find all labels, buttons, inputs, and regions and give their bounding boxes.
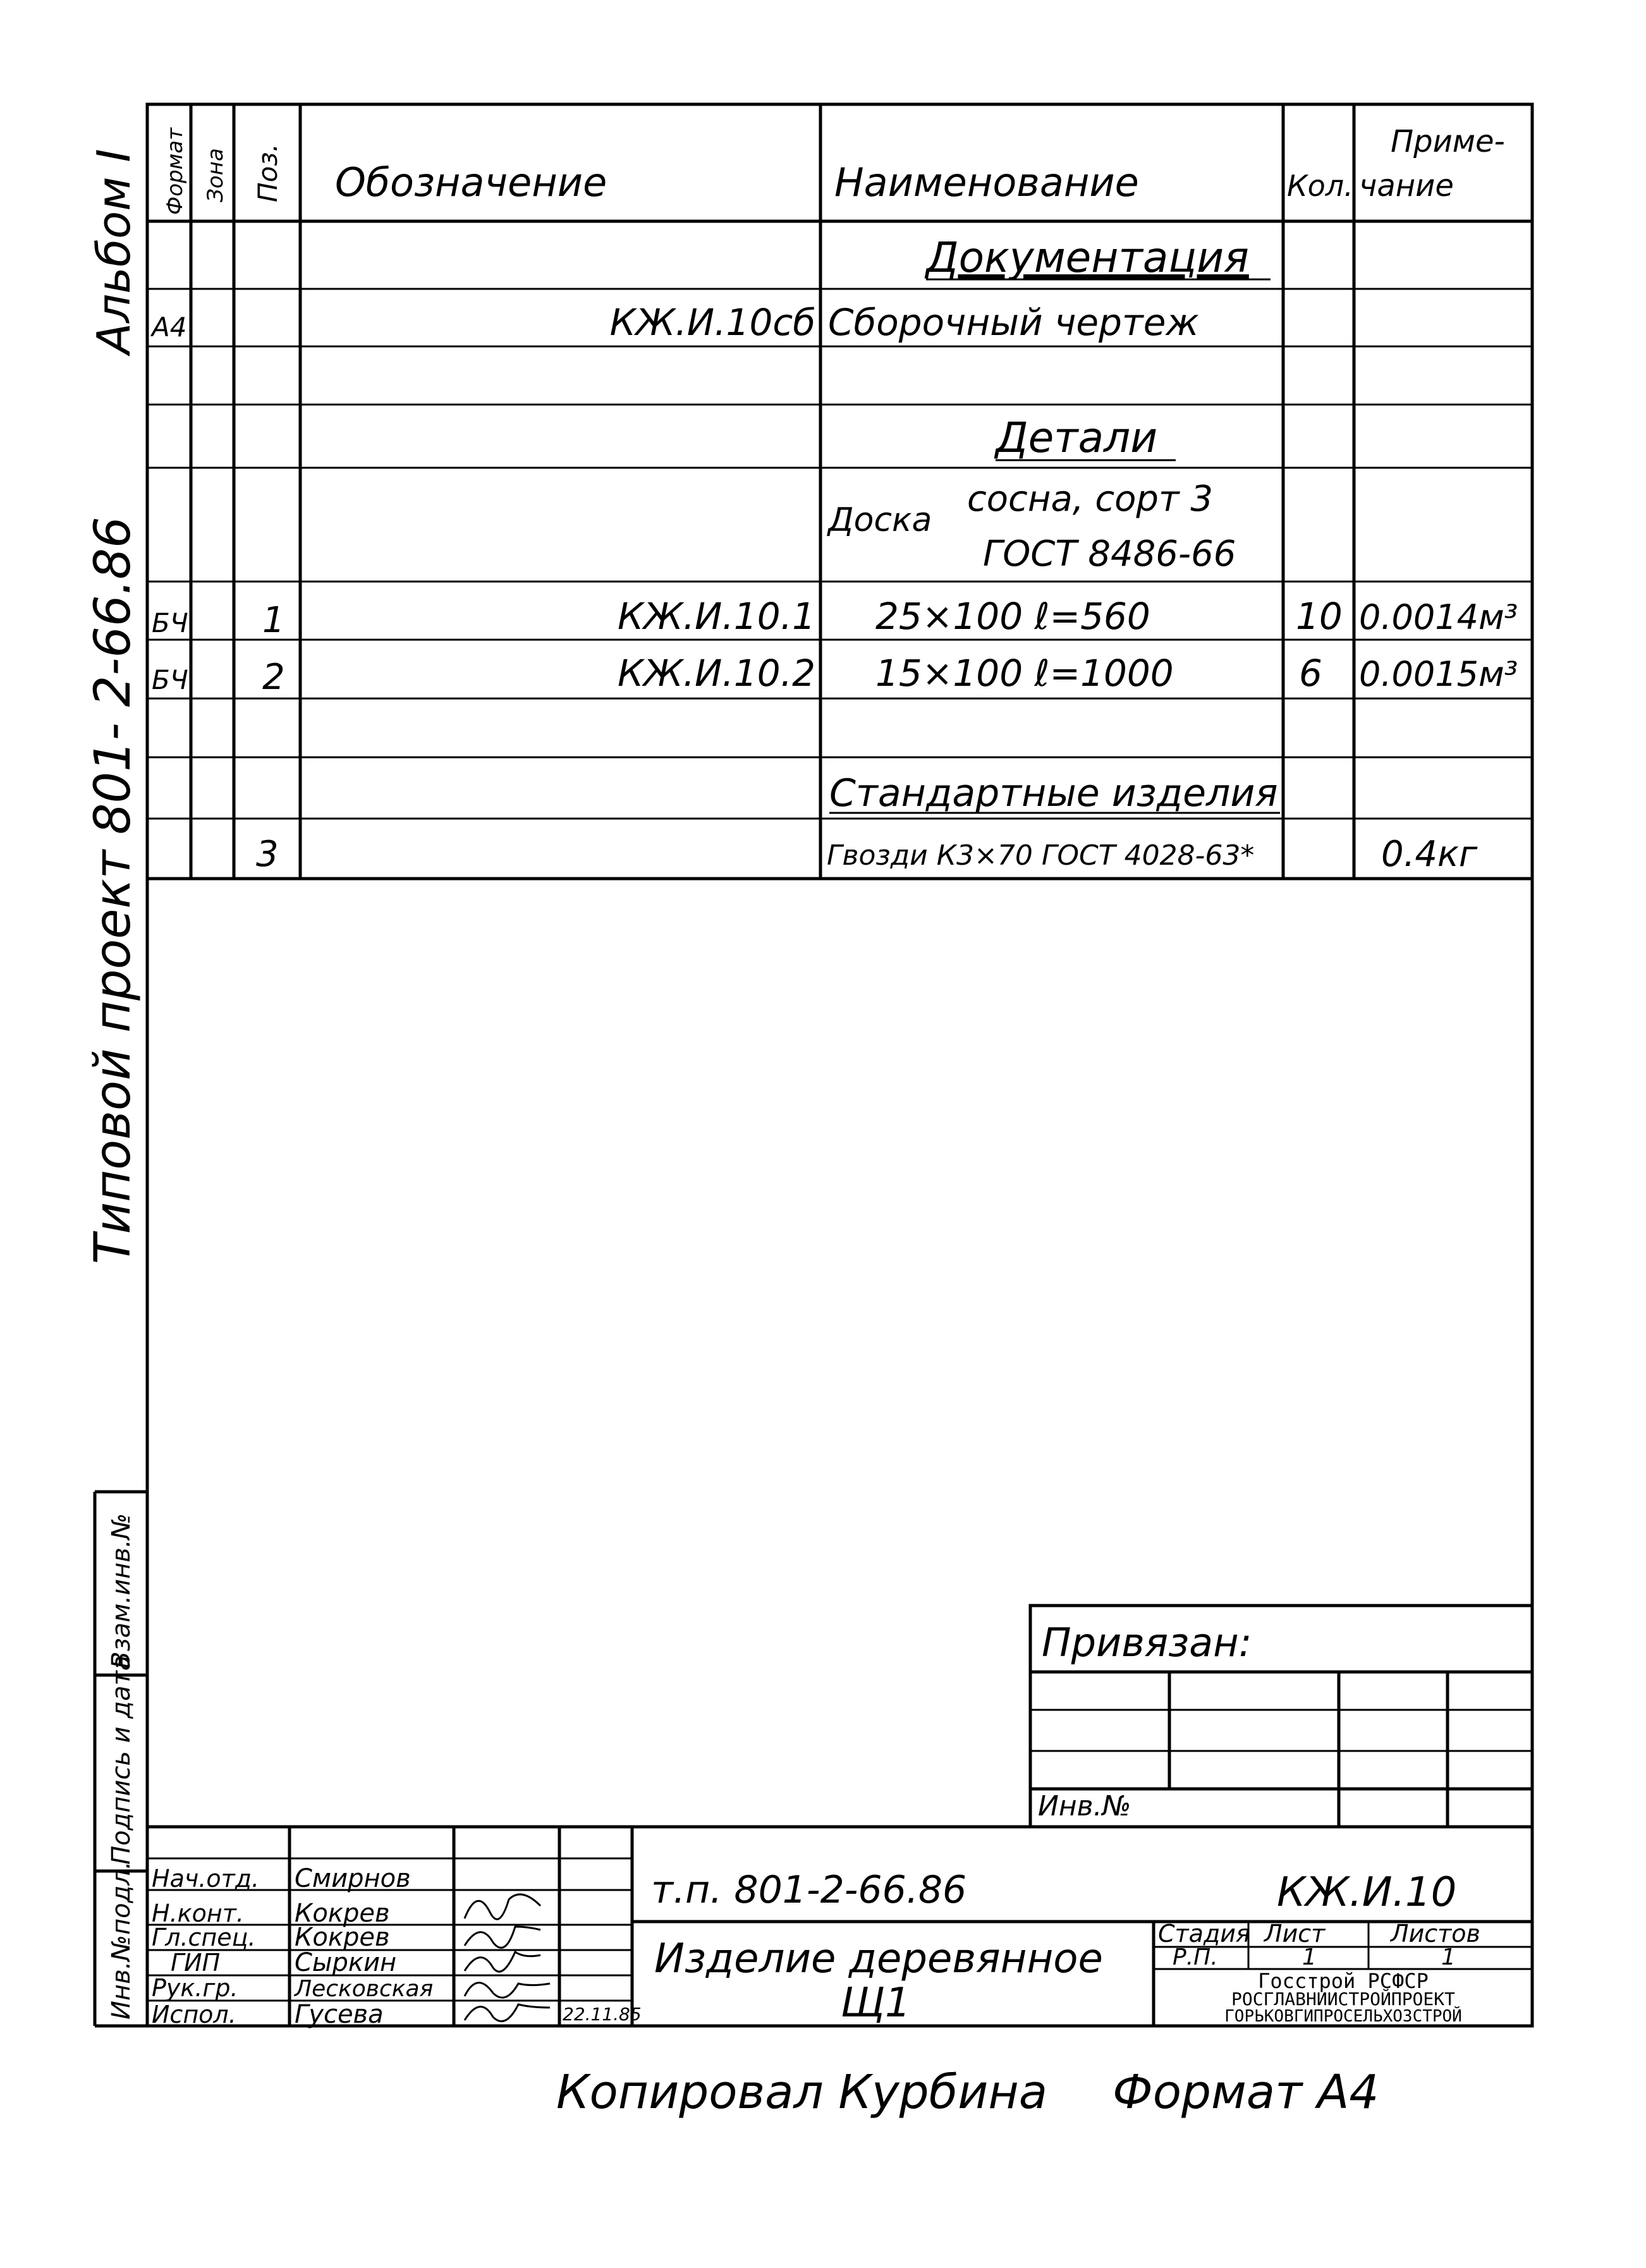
item-name-1: Изделие деревянное xyxy=(654,1936,1103,1982)
project-label: Типовой проект 801- 2-66.86 xyxy=(85,516,142,1264)
row5-name: 25×100 ℓ=560 xyxy=(875,595,1150,638)
spec-table xyxy=(147,104,1532,879)
spec-rows xyxy=(150,233,1518,875)
project-code: т.п. 801-2-66.86 xyxy=(651,1868,967,1912)
signature-4 xyxy=(465,2004,550,2021)
header-zone: Зона xyxy=(203,148,228,202)
footer-format: Формат А4 xyxy=(1113,2065,1379,2119)
stamp-signature-date: Подпись и дата xyxy=(107,1655,136,1865)
section-standard-items: Стандартные изделия xyxy=(829,771,1278,815)
header-format: Формат xyxy=(162,128,188,215)
signature-1 xyxy=(465,1927,540,1948)
row1-designation: КЖ.И.10сб xyxy=(609,301,815,344)
row5-qty: 10 xyxy=(1296,595,1343,638)
doc-code: КЖ.И.10 xyxy=(1277,1869,1457,1916)
stamp-vzam-inv: Взам.инв.№ xyxy=(107,1513,136,1669)
signature-3 xyxy=(465,1983,550,1998)
row5-designation: КЖ.И.10.1 xyxy=(617,595,815,638)
row9-pos: 3 xyxy=(256,834,279,875)
role-2: Гл.спец. xyxy=(152,1924,256,1951)
header-name: Наименование xyxy=(834,159,1139,205)
name-1: Кокрев xyxy=(295,1899,390,1928)
stamp-inv-podl: Инв.№подл. xyxy=(107,1861,136,2020)
binding-box xyxy=(1030,1606,1532,1827)
stage-value: Р.П. xyxy=(1173,1944,1218,1970)
row9-name: Гвозди К3×70 ГОСТ 4028-63* xyxy=(827,839,1255,872)
spec-header xyxy=(162,124,1505,215)
stage-label: Стадия xyxy=(1158,1920,1250,1948)
row5-pos: 1 xyxy=(262,600,285,641)
approval-date: 22.11.85 xyxy=(563,2004,642,2025)
binding-title: Привязан: xyxy=(1042,1619,1252,1666)
row6-designation: КЖ.И.10.2 xyxy=(617,652,815,695)
name-4: Лесковская xyxy=(295,1976,434,2002)
row1-name: Сборочный чертеж xyxy=(828,301,1199,344)
role-4: Рук.гр. xyxy=(152,1974,238,2002)
row4-name-2: сосна, сорт 3 xyxy=(967,479,1214,520)
org-line-1: Госстрой РСФСР xyxy=(1258,1969,1429,1993)
sheets-label: Листов xyxy=(1391,1920,1480,1948)
row4-name: Доска xyxy=(828,501,932,539)
role-3: ГИП xyxy=(171,1949,221,1977)
header-qty: Кол. xyxy=(1287,169,1353,203)
org-line-3: ГОРЬКОВГИПРОСЕЛЬХОЗСТРОЙ xyxy=(1224,2007,1462,2026)
row6-name: 15×100 ℓ=1000 xyxy=(875,652,1174,695)
section-details: Детали xyxy=(996,413,1158,462)
role-1: Н.конт. xyxy=(152,1899,244,1927)
header-pos: Поз. xyxy=(252,143,283,202)
row5-note: 0.0014м³ xyxy=(1359,597,1518,637)
org-line-2: РОСГЛАВНИИСТРОЙПРОЕКТ xyxy=(1231,1989,1456,2009)
sheet-value: 1 xyxy=(1302,1944,1317,1970)
row6-qty: 6 xyxy=(1299,652,1322,695)
header-designation: Обозначение xyxy=(335,159,607,205)
left-stamp xyxy=(95,1492,147,2026)
name-3: Сыркин xyxy=(295,1948,397,1977)
row6-pos: 2 xyxy=(262,657,285,698)
sheet-label: Лист xyxy=(1264,1920,1326,1948)
row4-name-3: ГОСТ 8486-66 xyxy=(983,533,1236,575)
title-block xyxy=(147,1827,1532,2029)
name-0: Смирнов xyxy=(295,1864,411,1893)
binding-inv: Инв.№ xyxy=(1038,1790,1131,1822)
row6-format: БЧ xyxy=(152,664,188,695)
name-2: Кокрев xyxy=(295,1923,390,1952)
row9-note: 0.4кг xyxy=(1381,834,1478,875)
name-5: Гусева xyxy=(295,2000,384,2029)
album-label: Альбом I xyxy=(87,149,140,354)
sheet-frame xyxy=(147,104,1532,2026)
role-5: Испол. xyxy=(152,2001,236,2028)
header-note-2: чание xyxy=(1359,168,1454,204)
footer-copied: Копировал Курбина xyxy=(556,2065,1048,2119)
header-note-1: Приме- xyxy=(1391,124,1505,159)
row1-format: А4 xyxy=(152,312,187,343)
item-name-2: Щ1 xyxy=(841,1980,911,2027)
signature-2 xyxy=(465,1952,540,1972)
row5-format: БЧ xyxy=(152,607,188,638)
sheets-value: 1 xyxy=(1441,1944,1456,1970)
role-0: Нач.отд. xyxy=(152,1865,260,1893)
signature-0 xyxy=(465,1894,540,1919)
section-documentation: Документация xyxy=(926,233,1249,282)
row6-note: 0.0015м³ xyxy=(1359,654,1518,694)
